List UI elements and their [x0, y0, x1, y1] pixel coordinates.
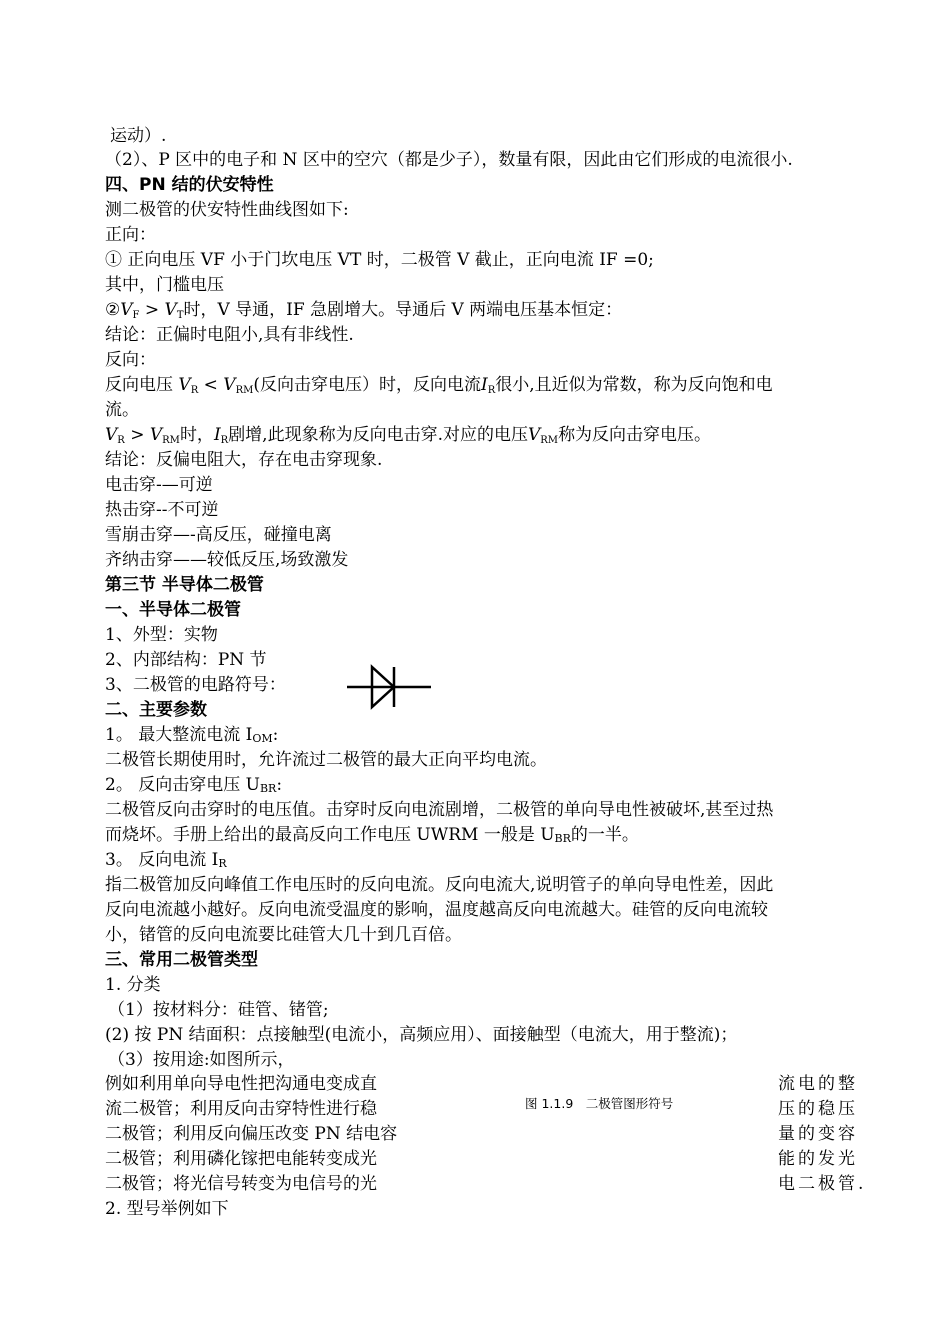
text-run: 反向电压 [105, 375, 173, 395]
symbol-i: I [480, 375, 488, 395]
column-line: 流二极管；利用反向击穿特性进行稳 [105, 1099, 377, 1119]
text-line: 1、外型：实物 [105, 625, 218, 645]
symbol-v: V [528, 425, 541, 445]
text-line [105, 423, 711, 447]
subscript: OM [252, 732, 273, 745]
text-line: 指二极管加反向峰值工作电压时的反向电流。反向电流大,说明管子的单向导电性差，因此 [105, 875, 774, 895]
symbol-v: V [149, 425, 163, 445]
text-line: 热击穿--不可逆 [105, 500, 219, 520]
symbol-v: V [223, 375, 236, 395]
section-heading: 四、PN 结的伏安特性 [105, 175, 274, 195]
symbol-v: V [178, 375, 191, 395]
operator: > [130, 425, 145, 445]
text-line: 小，锗管的反向电流要比硅管大几十到几百倍。 [105, 925, 462, 945]
text-line: 流。 [105, 400, 139, 420]
text-run: (反向击穿电压）时，反向电流 [253, 375, 481, 395]
text-run: 2。 反向击穿电压 U [105, 775, 260, 795]
text-run: 很小,且近似为常数，称为反向饱和电 [495, 375, 773, 395]
column-line: 二极管；将光信号转变为电信号的光 [105, 1174, 377, 1194]
operator: > [144, 300, 160, 320]
section-heading: 三、常用二极管类型 [105, 950, 258, 970]
figure-caption: 图 1.1.9 二极管图形符号 [525, 1096, 674, 1111]
text-line: 运动）. [110, 126, 167, 146]
subscript: BR [554, 832, 571, 845]
section-heading: 第三节 半导体二极管 [105, 575, 264, 595]
text-line [105, 773, 282, 797]
text-line [105, 848, 227, 872]
text-line: 二极管长期使用时，允许流过二极管的最大正向平均电流。 [105, 750, 547, 770]
text-line: 1. 分类 [105, 975, 161, 995]
column-line: 流电的整 [778, 1074, 858, 1094]
subscript: RM [540, 435, 559, 446]
text-line: 2、内部结构：PN 节 [105, 650, 267, 670]
text-line: 二极管反向击穿时的电压值。击穿时反向电流剧增，二极管的单向导电性被破坏,甚至过热 [105, 800, 774, 820]
text-run: : [276, 775, 283, 795]
subscript: BR [259, 782, 277, 795]
text-run: 剧增,此现象称为反向电击穿.对应的电压 [228, 425, 528, 445]
section-heading: 一、半导体二极管 [105, 600, 241, 620]
symbol-v: V [105, 425, 118, 445]
subscript: R [220, 435, 229, 446]
symbol-v: V [164, 300, 177, 320]
subscript: F [132, 310, 140, 321]
text-line: 测二极管的伏安特性曲线图如下: [105, 200, 349, 220]
text-line: 结论：反偏电阻大，存在电击穿现象. [105, 450, 383, 470]
circled-number: ② [105, 300, 121, 320]
wrapped-text-right-column [778, 1072, 866, 1197]
text-run: : [272, 725, 279, 745]
text-line [105, 298, 622, 322]
text-line: 反向： [105, 350, 156, 370]
text-line [105, 823, 639, 847]
diode-symbol-icon [345, 662, 435, 712]
column-line: 例如利用单向导电性把沟通电变成直 [105, 1074, 377, 1094]
text-run: 称为反向击穿电压。 [558, 425, 712, 445]
subscript: RM [235, 385, 254, 396]
text-run: 而烧坏。手册上给出的最高反向工作电压 UWRM 一般是 U [105, 825, 555, 845]
subscript: T [176, 310, 184, 321]
text-run: 时，V 导通，IF 急剧增大。导通后 V 两端电压基本恒定： [183, 300, 623, 320]
subscript: R [117, 435, 125, 446]
text-line: 其中，门槛电压 [105, 275, 224, 295]
text-line: 3、二极管的电路符号： [105, 675, 286, 695]
text-run: 的一半。 [570, 825, 639, 845]
column-line: 量的变容 [778, 1124, 858, 1144]
text-run: 时， [179, 425, 214, 445]
text-line: 电击穿-—可逆 [105, 475, 213, 495]
wrapped-text-left-column [105, 1072, 397, 1197]
text-line [105, 373, 773, 397]
text-line: 反向电流越小越好。反向电流受温度的影响，温度越高反向电流越大。硅管的反向电流较 [105, 900, 768, 920]
text-line: (2) 按 PN 结面积：点接触型(电流小，高频应用）、面接触型（电流大，用于整流)； [105, 1025, 738, 1045]
text-line: 结论：正偏时电阻小,具有非线性. [105, 325, 354, 345]
column-line: 电二极管. [778, 1174, 867, 1194]
operator: < [203, 375, 218, 395]
text-line: ① 正向电压 VF 小于门坎电压 VT 时，二极管 V 截止，正向电流 IF =0; [105, 250, 654, 270]
subscript: R [190, 385, 199, 396]
subscript: R [487, 385, 496, 396]
text-run: 3。 反向电流 I [105, 850, 219, 870]
text-line [105, 723, 278, 747]
text-run: 1。 最大整流电流 I [105, 725, 253, 745]
subscript: R [218, 857, 227, 870]
column-line: 二极管；利用磷化镓把电能转变成光 [105, 1149, 377, 1169]
text-line: （2）、P 区中的电子和 N 区中的空穴（都是少子），数量有限，因此由它们形成的电流很小. [105, 150, 793, 170]
text-line: 齐纳击穿——较低反压,场致激发 [105, 550, 349, 570]
symbol-v: V [120, 300, 133, 320]
symbol-i: I [213, 425, 221, 445]
text-line: 2. 型号举例如下 [105, 1199, 229, 1219]
column-line: 压的稳压 [778, 1099, 858, 1119]
text-line: （3）按用途:如图所示， [108, 1050, 295, 1070]
column-line: 能的发光 [778, 1149, 858, 1169]
text-line: 雪崩击穿—-高反压，碰撞电离 [105, 525, 332, 545]
text-line: （1）按材料分：硅管、锗管; [108, 1000, 329, 1020]
section-heading: 二、主要参数 [105, 700, 207, 720]
column-line: 二极管；利用反向偏压改变 PN 结电容 [105, 1124, 398, 1144]
text-line: 正向： [105, 225, 156, 245]
subscript: RM [162, 435, 180, 446]
